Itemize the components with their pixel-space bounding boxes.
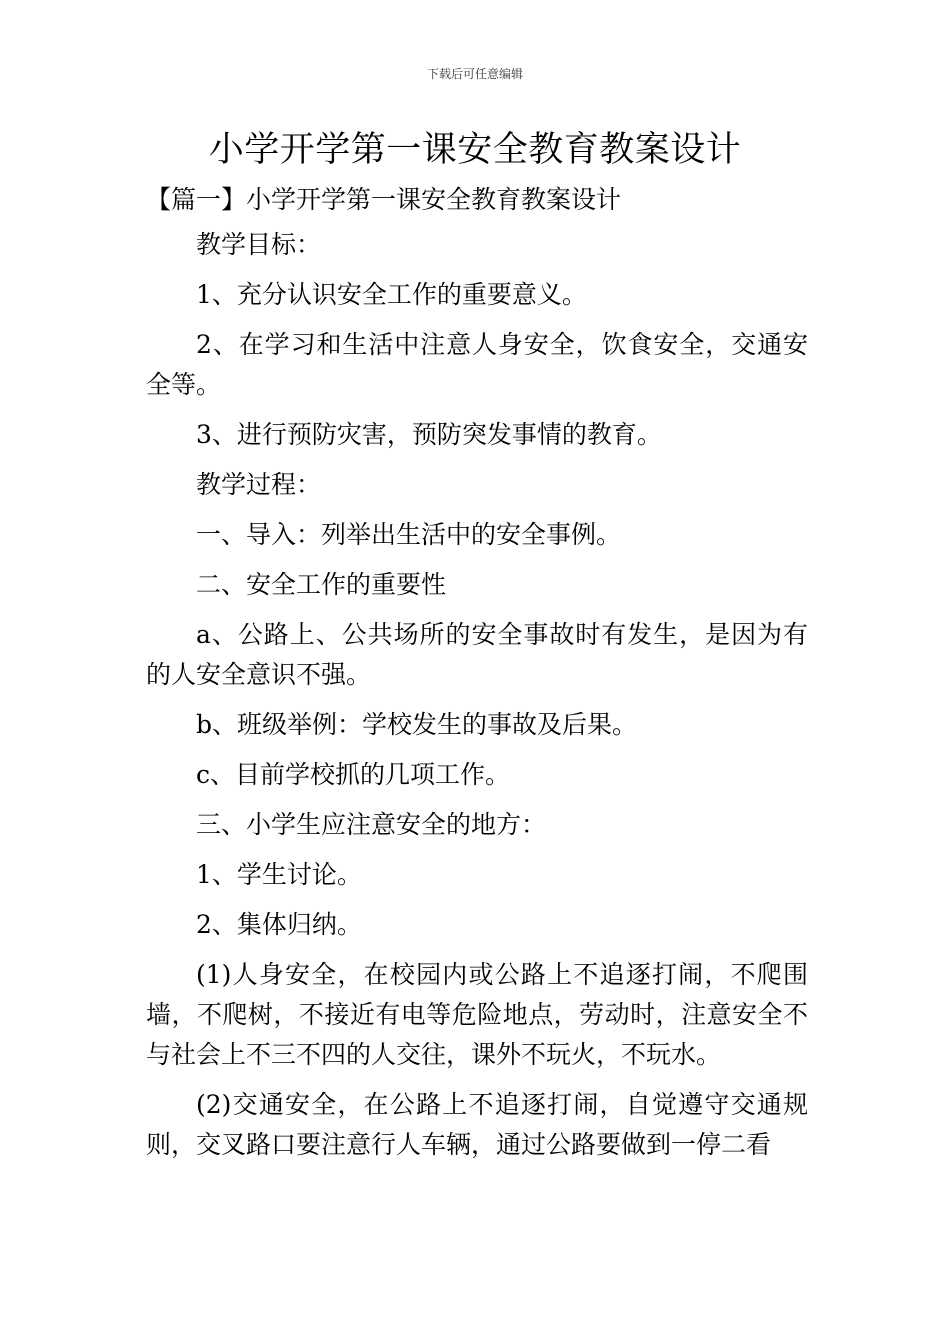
paragraph-step-2: 二、安全工作的重要性 bbox=[196, 570, 447, 599]
paragraph-goal-1: 1、充分认识安全工作的重要意义。 bbox=[196, 280, 587, 309]
paragraph-goal-3: 3、进行预防灾害，预防突发事情的教育。 bbox=[196, 420, 662, 449]
paragraph-item-b: b、班级举例：学校发生的事故及后果。 bbox=[196, 710, 638, 739]
paragraph-personal-safety: (1)人身安全，在校园内或公路上不追逐打闹，不爬围墙，不爬树，不接近有电等危险地点，劳动时，注意安全不与社会上不三不四的人交往，课外不玩火，不玩水。 bbox=[146, 960, 808, 1069]
section-heading: 【篇一】小学开学第一课安全教育教案设计 bbox=[146, 185, 622, 214]
paragraph-item-a: a、公路上、公共场所的安全事故时有发生，是因为有的人安全意识不强。 bbox=[146, 620, 808, 689]
paragraph-step-1: 一、导入：列举出生活中的安全事例。 bbox=[196, 520, 622, 549]
paragraph-summary: 2、集体归纳。 bbox=[196, 910, 362, 939]
paragraph-teaching-goals-heading: 教学目标： bbox=[196, 230, 322, 259]
document-title: 小学开学第一课安全教育教案设计 bbox=[208, 130, 742, 170]
paragraph-item-c: c、目前学校抓的几项工作。 bbox=[196, 760, 511, 789]
page-header-note: 下载后可任意编辑 bbox=[426, 67, 523, 81]
document-body bbox=[146, 225, 808, 1175]
paragraph-step-3: 三、小学生应注意安全的地方： bbox=[196, 810, 547, 839]
paragraph-teaching-process-heading: 教学过程： bbox=[196, 470, 322, 499]
paragraph-goal-2: 2、在学习和生活中注意人身安全，饮食安全，交通安全等。 bbox=[146, 330, 808, 399]
paragraph-discussion: 1、学生讨论。 bbox=[196, 860, 362, 889]
paragraph-traffic-safety: (2)交通安全，在公路上不追逐打闹，自觉遵守交通规则，交叉路口要注意行人车辆，通过公路要做到一停二看 bbox=[146, 1090, 808, 1159]
